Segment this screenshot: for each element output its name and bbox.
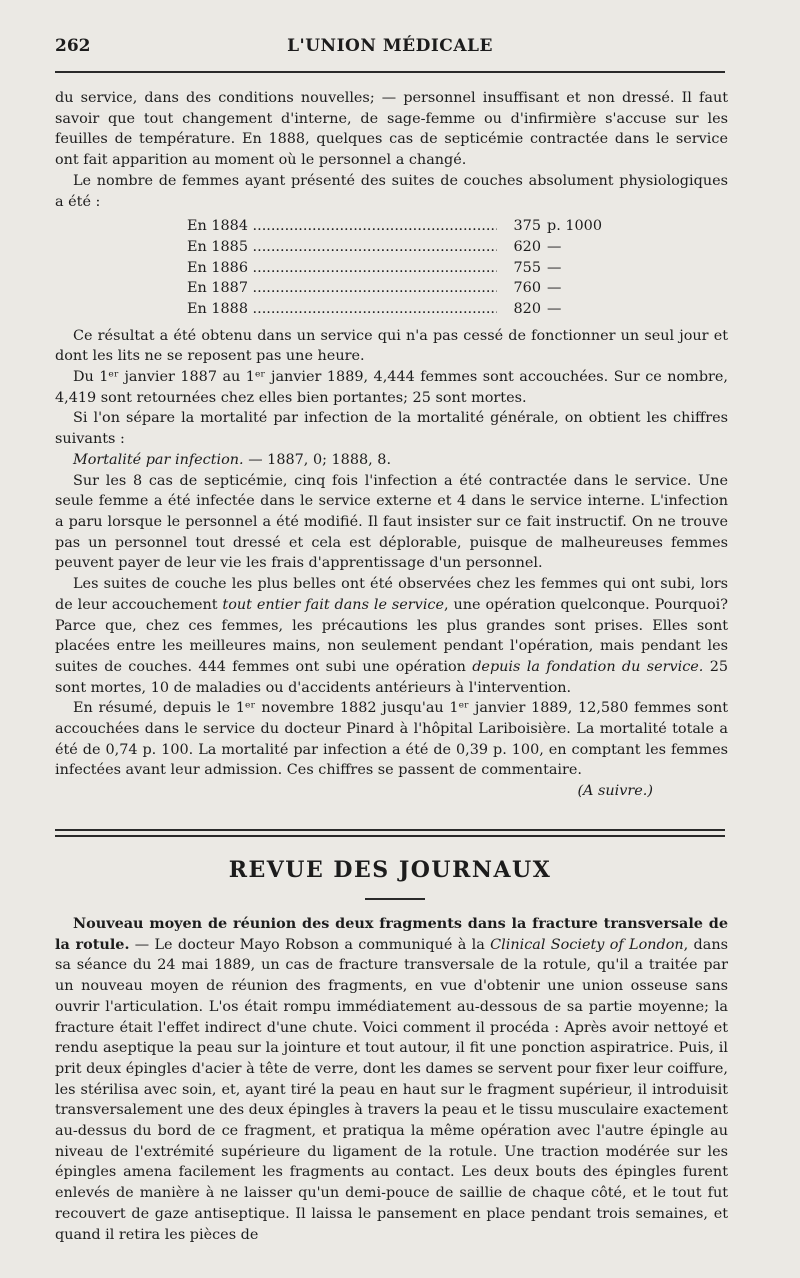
text-run: , une opération quelconque. Pourquoi? Parce que, chez ces femmes, les précautions les plus grandes sont prises. Elles sont placées entre les meilleures mains, non seulement pendant l'opération, mais pendant les suites de couches. 444 femmes ont subi une opération [55,596,728,675]
paragraph-deliveries: Du 1ᵉʳ janvier 1887 au 1ᵉʳ janvier 1889, 4,444 femmes sont accouchées. Sur ce nombre, 4,419 sont retournées chez elles bien portantes; 25 sont mortes. [55,369,728,406]
page-header [55,36,725,66]
stat-row [187,237,728,258]
continued-note: (A suivre.) [577,783,653,800]
article-heading: Nouveau moyen de réunion des deux fragments dans la fracture transversale de la rotule. [55,915,728,953]
stat-year: En 1888 ..... [187,299,497,320]
running-title: L'UNION MÉDICALE [287,36,493,56]
stat-row [187,299,728,320]
text-run: , dans sa séance du 24 mai 1889, un cas de fracture transversale de la rotule, qu'il a traitée par un nouveau moyen de réunion des fragments, en vue d'obtenir une union osseuse sans ouvrir l'articulation. L'os était rompu immédiatement au-dessous de sa partie moyenne; la fracture était l'effet indirect d'une chute. Voici comment il procéda : Après avoir nettoyé et rendu aseptique la peau sur la jointure et tout autour, il fit une ponction aspiratrice. Puis, il prit deux épingles d'acier à tête de verre, dont les dames se servent pour fixer leur coiffure, les stérilisa avec soin, et, ayant tiré la peau en haut sur le fragment supérieur, il introduisit transversalement une des deux épingles à travers la peau et le tissu musculaire exactement au-dessus du bord de ce fragment, et pratiqua la même opération avec l'autre épingle au niveau de l'extrémité supérieure du ligament de la rotule. Une traction modérée sur les épingles amena facilement les fragments au contact. Les deux bouts des épingles furent enlevés de manière à ne laisser qu'un demi-pouce de saillie de chaque côté, et le tout fut recouvert de gaze antiseptique. Il laissa le pansement en place pendant trois semaines, et quand il retira les pièces de [55,936,728,1243]
paragraph-result: Ce résultat a été obtenu dans un service qui n'a pas cessé de fonctionner un seul jour et dont les lits ne se reposent pas une heure. [55,327,728,365]
paragraph-physiological: Le nombre de femmes ayant présenté des suites de couches absolument physiologiques a été : [55,172,728,210]
stat-count: 755 [513,259,541,276]
paragraph-septicemia: Sur les 8 cas de septicémie, cinq fois l'infection a été contractée dans le service. Une seule femme a été infectée dans le service externe et 4 dans le service interne. L'infection a paru lorsque le personnel a été modifié. Il faut insister sur ce fait instructif. On ne trouve pas un personnel tout dressé et cela est déplorable, puisque de malheureuses femmes peuvent payer de leur vie les frais d'apprentissage d'un personnel. [55,472,728,572]
stat-suffix: — [547,259,562,276]
text-run: 25 sont mortes, 10 de maladies ou d'accidents antérieurs à l'intervention. [55,658,729,696]
paragraph-continuation: du service, dans des conditions nouvelles; — personnel insuffisant et non dressé. Il faut savoir que tout changement d'interne, de sage-femme ou d'infirmière s'accuse sur les feuilles de température. En 1888, quelques cas de septicémie contractée dans le service ont fait apparition au moment où le personnel a changé. [55,90,728,169]
main-text [55,88,728,802]
paragraph-infection-mortality [55,450,728,471]
title-underline [365,898,425,900]
stat-year: En 1884 ..... [187,216,497,237]
stat-suffix: — [547,238,562,255]
stat-year: En 1886 ..... [187,258,497,279]
paragraph-operations [55,574,728,698]
paragraph-separation: Si l'on sépare la mortalité par infection de la mortalité générale, on obtient les chiffres suivants : [55,410,728,448]
stat-suffix: — [547,300,562,317]
stat-row [187,278,728,299]
statistics-table [187,216,728,319]
stat-row [187,216,728,237]
stat-count: 620 [513,238,541,255]
stat-count: 820 [513,300,541,317]
stat-count: 375 [513,218,541,235]
infection-mortality-values: — 1887, 0; 1888, 8. [243,451,392,468]
stat-suffix: p. 1000 [547,218,602,235]
italic-run: depuis la fondation du service. [472,658,704,675]
section-divider [55,829,725,837]
page-number: 262 [55,36,91,56]
stat-count: 760 [513,280,541,297]
section-title: REVUE DES JOURNAUX [228,857,552,883]
italic-run: Clinical Society of London [490,936,684,953]
article [55,914,728,1245]
article-paragraph [55,914,728,1245]
italic-run: tout entier fait dans le service [222,596,444,613]
text-run: — Le docteur Mayo Robson a communiqué à la [129,936,491,953]
stat-year: En 1885 ..... [187,237,497,258]
header-rule [55,71,725,73]
paragraph-summary: En résumé, depuis le 1ᵉʳ novembre 1882 jusqu'au 1ᵉʳ janvier 1889, 12,580 femmes sont accouchées dans le service du docteur Pinard à l'hôpital Lariboisière. La mortalité totale a été de 0,74 p. 100. La mortalité par infection a été de 0,39 p. 100, en comptant les femmes infectées avant leur admission. Ces chiffres se passent de commentaire. [55,700,728,779]
stat-row [187,258,728,279]
stat-year: En 1887 ..... [187,278,497,299]
stat-suffix: — [547,280,562,297]
infection-mortality-label: Mortalité par infection. [73,451,244,468]
text-run: Les suites de couche les plus belles ont été observées chez les femmes qui ont subi, lors de leur accouchement [55,576,728,613]
